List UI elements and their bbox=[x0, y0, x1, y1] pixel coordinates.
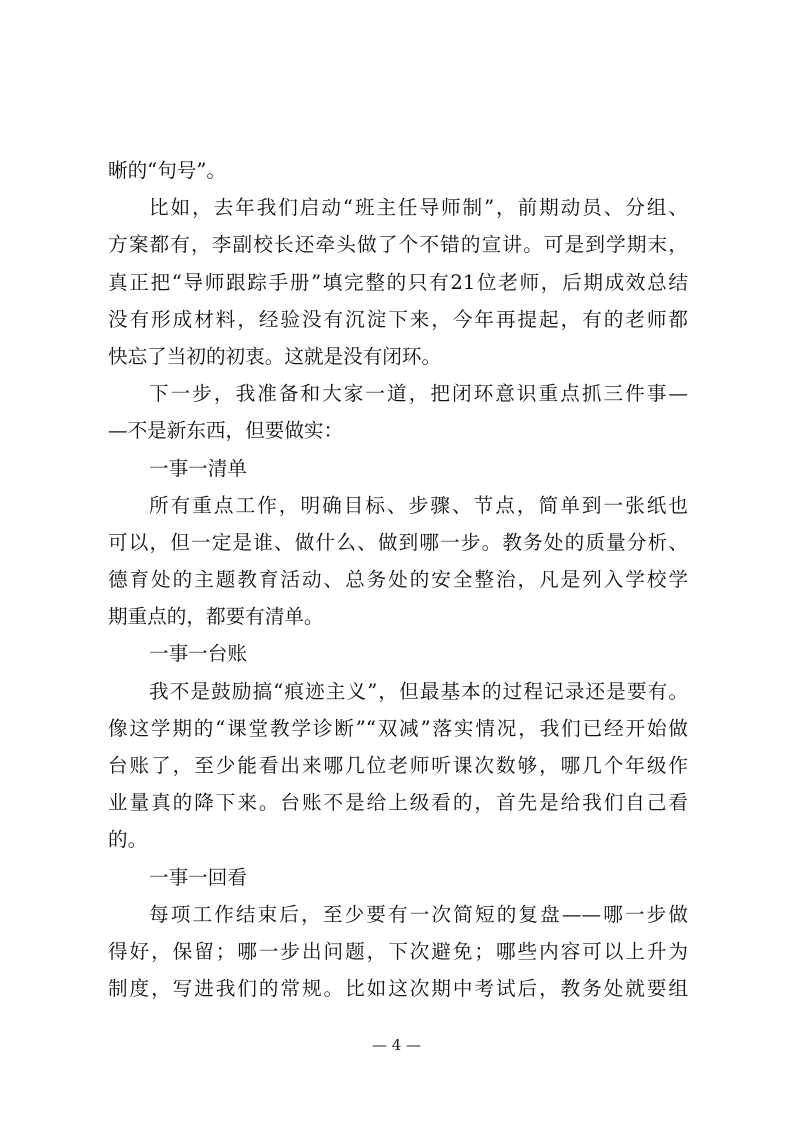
text-line: 没有形成材料，经验没有沉淀下来，今年再提起，有的老师都 bbox=[108, 307, 688, 331]
text-line: 可以，但一定是谁、做什么、做到哪一步。教务处的质量分析、 bbox=[108, 530, 688, 554]
section-heading: 一事一清单 bbox=[149, 456, 247, 480]
text-line: 每项工作结束后，至少要有一次简短的复盘——哪一步做 bbox=[149, 902, 688, 926]
text-line: —不是新东西，但要做实： bbox=[108, 419, 344, 443]
section-heading: 一事一回看 bbox=[149, 865, 247, 889]
page-number: — 4 — bbox=[371, 1036, 422, 1054]
text-line: 期重点的，都要有清单。 bbox=[108, 605, 324, 629]
text-line: 方案都有，李副校长还牵头做了个不错的宣讲。可是到学期末， bbox=[108, 233, 688, 257]
text-line: 台账了，至少能看出来哪几位老师听课次数够，哪几个年级作 bbox=[108, 754, 688, 777]
text-line: 的。 bbox=[108, 828, 148, 852]
text-line: 比如，去年我们启动“班主任导师制”，前期动员、分组、 bbox=[149, 196, 688, 220]
text-line: 得好，保留；哪一步出问题，下次避免；哪些内容可以上升为 bbox=[108, 939, 688, 963]
text-line: 德育处的主题教育活动、总务处的安全整治，凡是列入学校学 bbox=[108, 568, 688, 592]
text-line: 下一步，我准备和大家一道，把闭环意识重点抓三件事— bbox=[149, 382, 688, 406]
text-line: 真正把“导师跟踪手册”填完整的只有21位老师，后期成效总结 bbox=[108, 270, 688, 294]
text-line: 晰的“句号”。 bbox=[108, 159, 227, 182]
body-text bbox=[108, 152, 688, 1007]
text-line: 业量真的降下来。台账不是给上级看的，首先是给我们自己看 bbox=[108, 791, 688, 815]
text-line: 我不是鼓励搞“痕迹主义”，但最基本的过程记录还是要有。 bbox=[149, 679, 688, 703]
text-line: 像这学期的“课堂教学诊断”“双减”落实情况，我们已经开始做 bbox=[108, 716, 688, 740]
text-line: 快忘了当初的初衷。这就是没有闭环。 bbox=[108, 344, 442, 368]
text-line: 所有重点工作，明确目标、步骤、节点，简单到一张纸也 bbox=[149, 493, 688, 517]
section-heading: 一事一台账 bbox=[149, 642, 247, 666]
text-line: 制度，写进我们的常规。比如这次期中考试后，教务处就要组 bbox=[108, 977, 688, 1001]
